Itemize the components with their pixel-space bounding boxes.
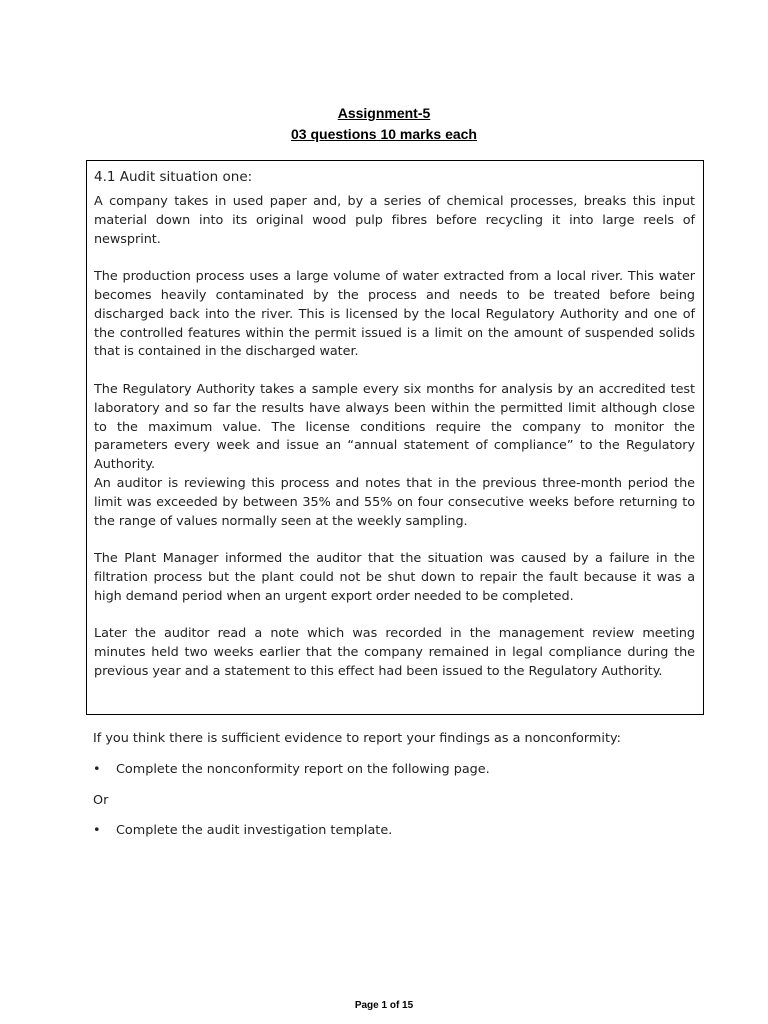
bullet-item-nonconformity-report (93, 761, 713, 779)
option-text: Complete the nonconformity report on the following page. (116, 762, 490, 777)
option-text: Complete the audit investigation template. (116, 823, 393, 838)
situation-paragraph-6: Later the auditor read a note which was recorded in the management review meeting minutes held two weeks earlier that the company remained in legal compliance during the previous year and a statement to this effect had been issued to the Regulatory Authority. (94, 626, 695, 679)
situation-paragraph-1: A company takes in used paper and, by a series of chemical processes, breaks this input material down into its original wood pulp fibres before recycling it into large reels of newsprint. (94, 194, 695, 247)
audit-situation-box (86, 160, 704, 715)
situation-heading: 4.1 Audit situation one: (94, 169, 253, 185)
situation-paragraph-4: An auditor is reviewing this process and notes that in the previous three-month period the limit was exceeded by between 35% and 55% on four consecutive weeks before returning to the range of values normally seen at the weekly sampling. (94, 475, 695, 529)
page-number: Page 1 of 15 (354, 1000, 414, 1011)
bullet-icon: • (93, 823, 101, 838)
situation-paragraph-2: The production process uses a large volume of water extracted from a local river. This water becomes heavily contaminated by the process and needs to be treated before being discharged back into the river. This is licensed by the local Regulatory Authority and one of the controlled features within the permit issued is a limit on the amount of suspended solids that is contained in the discharged water. (94, 269, 695, 360)
assignment-title: Assignment-5 (337, 105, 431, 121)
bullet-icon: • (93, 762, 101, 777)
or-text: Or (93, 793, 109, 808)
situation-paragraph-5: The Plant Manager informed the auditor that the situation was caused by a failure in the filtration process but the plant could not be shut down to repair the fault because it was a high demand period when an urgent export order needed to be completed. (94, 551, 695, 604)
instructions-lead: If you think there is sufficient evidence to report your findings as a nonconformity: (93, 731, 621, 746)
bullet-item-investigation-template (93, 822, 713, 840)
assignment-subtitle: 03 questions 10 marks each (291, 126, 477, 142)
situation-paragraph-3: The Regulatory Authority takes a sample every six months for analysis by an accredited test laboratory and so far the results have always been within the permitted limit although close to the maximum value. The license conditions require the company to monitor the parameters every week and issue an “annual statement of compliance” to the Regulatory Authority. (94, 381, 695, 473)
